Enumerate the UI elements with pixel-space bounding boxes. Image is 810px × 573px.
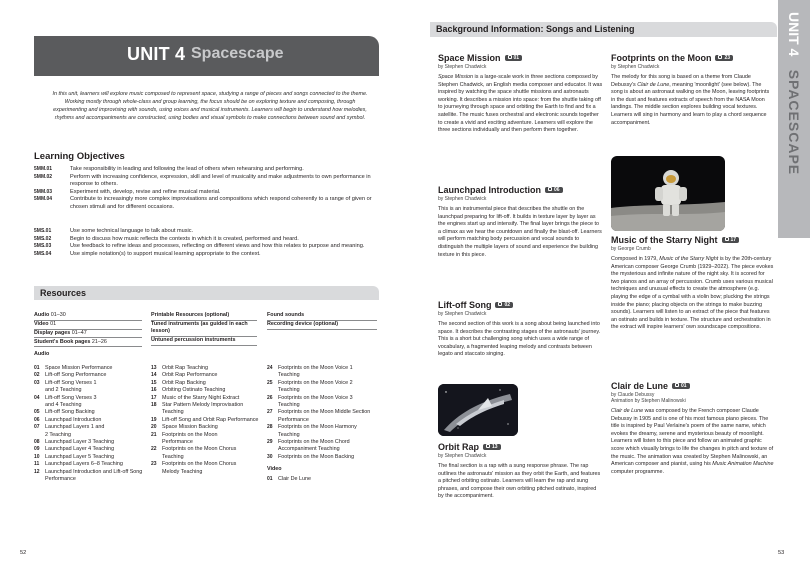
resource-item: Audio 01–30: [34, 312, 142, 321]
objective-row: 5MM.04 Contribute to increasingly more complex improvisations and compositions which respond coherently to a range of given or chosen stimuli and for different occasions.: [34, 196, 372, 210]
speaker-icon: [718, 55, 722, 59]
speaker-icon: [725, 237, 729, 241]
article-body: Space Mission is a large-scale work in three sections composed by Stephen Chadwick, an English media composer and educator. It was inspired by watching the space shuttle missions and astronauts working. It describes a mission into space: from the shuttle taking off to journeying through space and orbiting the Earth to find and fix a satellite. The music fuses orchestral and electronic sounds together to create a vivid and exciting adventure. Learners will explore the three sections individually and then perform them together.: [438, 74, 603, 134]
page-number-left: 52: [20, 550, 27, 556]
resource-item: Tuned instruments (as guided in each lesson): [151, 321, 257, 337]
article-byline: by Stephen Chadwick: [438, 196, 487, 202]
article-title: Footprints on the Moon: [611, 53, 712, 63]
unit-intro: In this unit, learners will explore music composed to represent space, studying a range of pieces and songs connected to the theme. Working mostly through whole-class and group learning, the focus should be on exploring texture and composing, through experimenting and improvising with sounds, using voices and musical instruments. Learners will begin to understand how melodies, rhythms and accompaniments are constructed, using bodies and visual symbols to make connections between sound and symbol.: [52, 91, 368, 121]
article-byline: by Stephen Chadwick: [438, 453, 487, 459]
article-byline: by Stephen Chadwick: [611, 64, 660, 70]
track-item: 08 Launchpad Layer 3 Teaching: [34, 439, 115, 446]
article-byline: by Claude Debussy: [611, 392, 655, 398]
objective-row: 5MM.01 Take responsibility in leading and following the lead of others when rehearsing and performing.: [34, 166, 304, 172]
audio-tracks-col-1: [34, 365, 146, 484]
resources-printable-list: [151, 312, 257, 346]
resources-media-list: [34, 312, 142, 348]
resources-other-list: [267, 312, 377, 330]
resource-item: Found sounds: [267, 312, 377, 321]
article-liftoff-song: [438, 300, 603, 359]
speaker-icon: [508, 55, 512, 59]
objectives-group-1: [34, 166, 374, 212]
article-body: This is an instrumental piece that describes the shuttle on the launchpad preparing for lift-off. It builds in texture layer by layer as the engines start up and intensify. The final layer brings the piece to a climax as we hear the countdown and finally the blast-off. Learners will perform matching body percussion and vocal sounds to distinguish the multiple layers of sound and experience the building texture in this piece.: [438, 206, 602, 258]
video-icon: [675, 383, 679, 387]
article-clair-de-lune: [611, 381, 774, 476]
track-item: 09 Launchpad Layer 4 Teaching: [34, 446, 115, 453]
objective-row: 5MM.02 Perform with increasing confidence, expression, skill and level of musicality and make adjustments to own performance in response to others.: [34, 173, 371, 188]
article-title: Orbit Rap: [438, 442, 480, 452]
audio-label: Audio: [34, 351, 50, 357]
track-item: 24 Footprints on the Moon Voice 1 Teaching: [267, 365, 353, 379]
track-item: 07 Launchpad Layers 1 and 2 Teaching: [34, 424, 105, 438]
track-item: 05 Lift-off Song Backing: [34, 409, 95, 416]
article-byline-2: Animation by Stephen Malinowski: [611, 398, 686, 404]
astronaut-moon-image: [611, 156, 725, 231]
video-item: 01 Clair De Lune: [267, 475, 311, 482]
speaker-icon: [548, 187, 552, 191]
page-number-right: 53: [778, 550, 785, 556]
track-item: 06 Launchpad Introduction: [34, 416, 102, 423]
track-item: 01 Space Mission Performance: [34, 365, 113, 371]
article-title: Music of the Starry Night: [611, 235, 718, 245]
audio-track-badge: 02: [495, 302, 513, 308]
article-starry-night: [611, 235, 774, 332]
article-orbit-rap: [438, 442, 603, 501]
track-item: 02 Lift-off Song Performance: [34, 372, 107, 379]
side-tab-unit: UNIT 4: [786, 12, 802, 57]
objective-row: 5MS.02 Begin to discuss how music reflects the contexts in which it is created, performed and heard.: [34, 235, 299, 242]
speaker-icon: [486, 444, 490, 448]
track-item: 10 Launchpad Layer 5 Teaching: [34, 453, 115, 460]
unit-banner: [34, 36, 379, 76]
resource-item: Recording device (optional): [267, 321, 377, 330]
article-body: The second section of this work is a song about being launched into space. It describes the contrasting stages of the astronauts' journey. This is a short but challenging song which uses a wide range of vocabulary, a fragmented leaping melody and contrasts between legato and staccato singing.: [438, 321, 601, 358]
article-title: Lift-off Song: [438, 300, 492, 310]
track-item: 15 Orbit Rap Backing: [151, 379, 206, 386]
unit-side-tab: [778, 0, 810, 238]
background-info-header: Background Information: Songs and Listening: [430, 22, 777, 37]
track-item: 03 Lift-off Song Verses 1 and 2 Teaching: [34, 379, 97, 394]
video-track-badge: 01: [672, 383, 690, 389]
article-body: The melody for this song is based on a theme from Claude Debussy's Clair de Lune, meaning 'moonlight' (see below). The song is about an astronaut walking on the Moon, leaving footprints in the dust and features extracts of speech from the NASA Moon landings. The middle section explores building vocal textures. Learners will sing in harmony and learn to play a chord sequence accompaniment.: [611, 74, 770, 126]
objective-row: 5MM.03 Experiment with, develop, revise and refine musical material.: [34, 188, 221, 195]
track-item: 16 Orbiting Ostinato Teaching: [151, 387, 226, 394]
speaker-icon: [498, 302, 502, 306]
right-page: [405, 0, 810, 573]
article-byline: by Stephen Chadwick: [438, 311, 487, 317]
track-item: 11 Launchpad Layers 6–8 Teaching: [34, 461, 123, 468]
track-item: 30 Footprints on the Moon Backing: [267, 453, 355, 460]
side-tab-name: SPACESCAPE: [786, 69, 802, 176]
resource-item: Display pages 01–47: [34, 330, 142, 339]
article-title: Clair de Lune: [611, 381, 669, 391]
article-byline: by Stephen Chadwick: [438, 64, 487, 70]
video-label: Video: [267, 466, 282, 473]
track-item: 13 Orbit Rap Teaching: [151, 365, 209, 371]
audio-track-badge: 23: [715, 55, 733, 61]
track-item: 12 Launchpad Introduction and Lift-off Song Performance: [34, 468, 143, 483]
article-byline: by George Crumb: [611, 246, 651, 252]
resource-item: Untuned percussion instruments: [151, 337, 257, 346]
resources-header: Resources: [34, 286, 379, 300]
audio-tracks-col-2: [151, 365, 263, 476]
resource-item: Student's Book pages 21–26: [34, 339, 142, 348]
track-item: 04 Lift-off Song Verses 3 and 4 Teaching: [34, 394, 97, 409]
article-footprints: [611, 53, 774, 127]
audio-track-badge: 13: [483, 444, 501, 450]
audio-tracks-col-3: [267, 365, 379, 483]
track-item: 14 Orbit Rap Performance: [151, 372, 218, 379]
objectives-group-2: [34, 228, 374, 258]
learning-objectives-heading: Learning Objectives: [34, 151, 125, 162]
unit-name: Spacescape: [191, 45, 284, 62]
track-item: 28 Footprints on the Moon Harmony Teaching: [267, 424, 357, 438]
audio-track-badge: 17: [722, 237, 740, 243]
article-space-mission: [438, 53, 603, 135]
unit-number: UNIT 4: [127, 44, 186, 64]
article-body: Composed in 1979, Music of the Starry Night is by the 20th-century American composer George Crumb (1929–2022). The piece evokes the mysterious and infinite nature of the night sky. It is scored for two pianos and an array of percussion. Crumb uses various musical techniques and unusual effects to create the atmosphere (e.g. playing the edge of a cymbal with a violin bow; plucking the strings inside the piano; placing objects on the strings to make buzzing sounds). Learners will listen to an extract of the piece that features an ostinato and builds in texture. The structure and orchestration in the extract will inspire learners' own soundscape compositions.: [611, 256, 774, 331]
track-item: 17 Music of the Starry Night Extract: [151, 394, 240, 401]
audio-track-badge: 01: [505, 55, 523, 61]
audio-track-badge: 06: [545, 187, 563, 193]
resource-item: Video 01: [34, 321, 142, 330]
track-item: 19 Lift-off Song and Orbit Rap Performance: [151, 416, 259, 423]
track-item: 29 Footprints on the Moon Chord Accompaniment Teaching: [267, 439, 350, 453]
article-body: The final section is a rap with a sung response phrase. The rap outlines the astronauts' mission as they orbit the Earth, and features a pitched orbiting ostinato. Learners will learn the rap and sung phrases, and compose their own orbiting pitched ostinato, inspired by the accompaniment.: [438, 463, 601, 500]
track-item: 20 Space Mission Backing: [151, 424, 218, 431]
resource-item: Printable Resources (optional): [151, 312, 257, 321]
objective-row: 5MS.01 Use some technical language to talk about music.: [34, 228, 194, 234]
track-item: 23 Footprints on the Moon Chorus Melody Teaching: [151, 461, 237, 475]
track-item: 27 Footprints on the Moon Middle Section Performance: [267, 409, 371, 423]
track-item: 25 Footprints on the Moon Voice 2 Teaching: [267, 379, 353, 394]
objective-row: 5MS.03 Use feedback to refine ideas and processes, reflecting on different views and how this relates to purpose and meaning.: [34, 243, 365, 250]
article-launchpad: [438, 185, 603, 259]
track-item: 26 Footprints on the Moon Voice 3 Teaching: [267, 394, 353, 409]
article-title: Launchpad Introduction: [438, 185, 541, 195]
objective-row: 5MS.04 Use simple notation(s) to support musical learning appropriate to the context.: [34, 250, 261, 257]
track-item: 22 Footprints on the Moon Chorus Teaching: [151, 446, 237, 460]
article-body: Clair de Lune was composed by the French composer Claude Debussy in 1905 and is one of his most famous piano pieces. The title is inspired by Paul Verlaine's poem of the same name, which evokes the dreamy, serene and mysterious beauty of moonlight. Learners will listen to this piece and follow an animated graphic score which visually brings to life the changes in pitch and texture of the music. The animation was created by Stephen Malinowski, an American composer and pianist, using his Music Animation Machine computer programme.: [611, 408, 774, 475]
track-item: 18 Star Pattern Melody Improvisation Teaching: [151, 402, 244, 416]
article-title: Space Mission: [438, 53, 501, 63]
track-item: 21 Footprints on the Moon Performance: [151, 431, 218, 446]
space-shuttle-image: [438, 384, 518, 436]
